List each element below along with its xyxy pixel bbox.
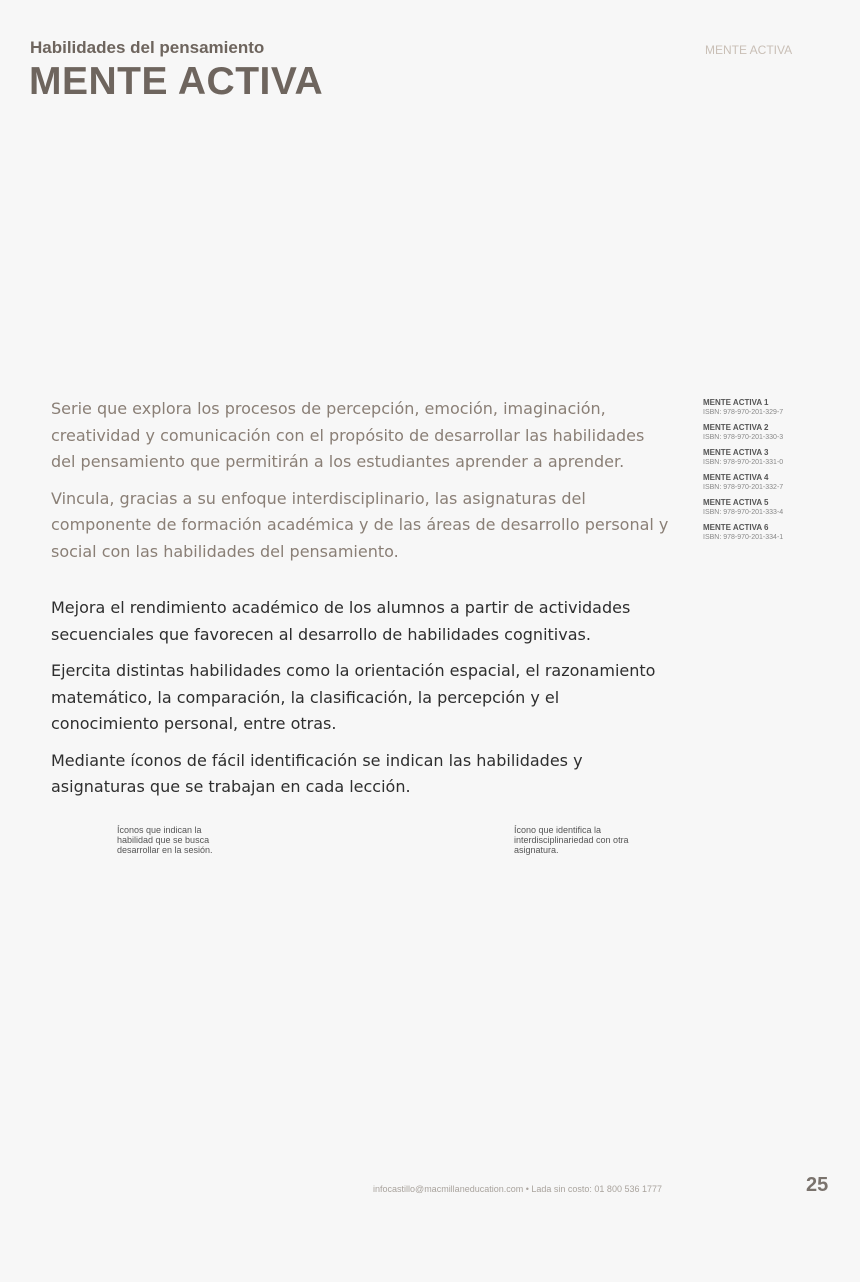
isbn-code: ISBN: 978-970-201-331-0 bbox=[703, 459, 784, 466]
intro-paragraph-2: Vincula, gracias a su enfoque interdisciplinario, las asignaturas del componente de formación académica y de las áreas de desarrollo personal y social con las habilidades del pensamiento. bbox=[51, 488, 669, 561]
body-paragraph-2: Ejercita distintas habilidades como la orientación espacial, el razonamiento matemático, la comparación, la clasificación, la percepción y el conocimiento personal, entre otras. bbox=[51, 661, 656, 733]
isbn-code: ISBN: 978-970-201-334-1 bbox=[703, 534, 784, 541]
body-paragraph-1: Mejora el rendimiento académico de los alumnos a partir de actividades secuenciales que favorecen al desarrollo de habilidades cognitivas. bbox=[51, 598, 631, 644]
running-head: MENTE ACTIVA bbox=[705, 43, 793, 57]
body-text bbox=[51, 595, 671, 811]
isbn-code: ISBN: 978-970-201-333-4 bbox=[703, 509, 784, 516]
isbn-item bbox=[703, 523, 843, 542]
isbn-item bbox=[703, 448, 843, 467]
isbn-book-name: MENTE ACTIVA 6 bbox=[703, 523, 769, 532]
isbn-item bbox=[703, 423, 843, 442]
isbn-book-name: MENTE ACTIVA 3 bbox=[703, 448, 769, 457]
isbn-item bbox=[703, 473, 843, 492]
isbn-book-name: MENTE ACTIVA 2 bbox=[703, 423, 769, 432]
isbn-item bbox=[703, 398, 843, 417]
body-paragraph-3: Mediante íconos de fácil identificación se indican las habilidades y asignaturas que se trabajan en cada lección. bbox=[51, 750, 583, 796]
footer-contact: infocastillo@macmillaneducation.com • Lada sin costo: 01 800 536 1777 bbox=[373, 1184, 662, 1194]
series-title: MENTE ACTIVA bbox=[29, 60, 324, 103]
isbn-book-name: MENTE ACTIVA 4 bbox=[703, 473, 769, 482]
isbn-code: ISBN: 978-970-201-330-3 bbox=[703, 434, 784, 441]
skills-icons-caption: Íconos que indican la habilidad que se busca desarrollar en la sesión. bbox=[117, 825, 213, 855]
isbn-list bbox=[703, 398, 843, 548]
interdisciplinary-icon-caption: Ícono que identifica la interdisciplinariedad con otra asignatura. bbox=[514, 825, 629, 855]
intro-paragraph-1: Serie que explora los procesos de percepción, emoción, imaginación, creatividad y comunicación con el propósito de desarrollar las habilidades del pensamiento que permitirán a los estudiantes aprender a aprender. bbox=[51, 399, 645, 471]
intro-text bbox=[51, 396, 671, 575]
isbn-code: ISBN: 978-970-201-332-7 bbox=[703, 484, 784, 491]
isbn-book-name: MENTE ACTIVA 5 bbox=[703, 498, 769, 507]
series-subtitle: Habilidades del pensamiento bbox=[30, 38, 265, 57]
page-number: 25 bbox=[806, 1174, 829, 1196]
isbn-item bbox=[703, 498, 843, 517]
isbn-code: ISBN: 978-970-201-329-7 bbox=[703, 409, 784, 416]
isbn-book-name: MENTE ACTIVA 1 bbox=[703, 398, 769, 407]
